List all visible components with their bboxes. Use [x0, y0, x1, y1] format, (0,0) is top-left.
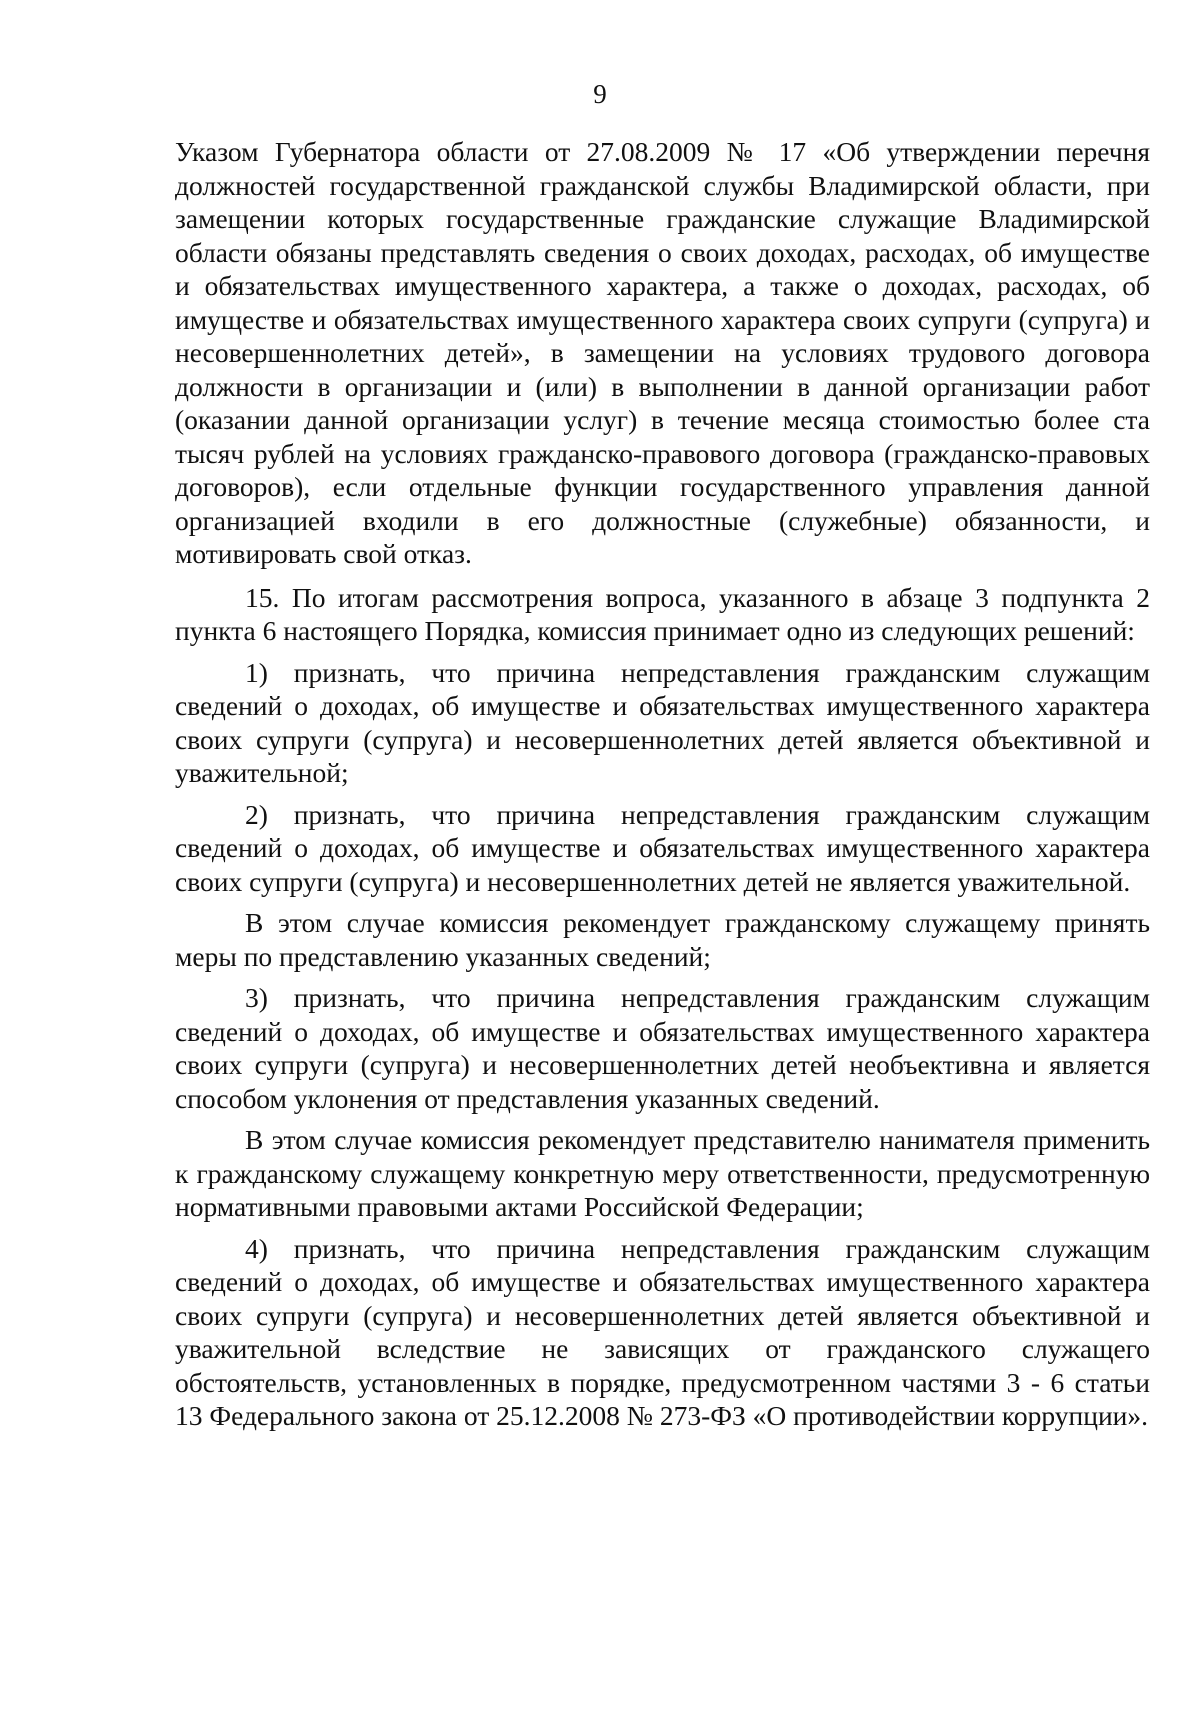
page-number: 9: [593, 79, 607, 109]
paragraph-item-15: 15. По итогам рассмотрения вопроса, указанного в абзаце 3 подпункта 2 пункта 6 настоящего Порядка, комиссия принимает одно из следующих решений:: [175, 581, 1150, 646]
paragraph-decision-2: 2) признать, что причина непредставления гражданским служащим сведений о доходах, об имуществе и обязательствах имущественного характера своих супруги (супруга) и несовершеннолетних детей не является уважительной.: [175, 798, 1150, 897]
paragraph-decree-continuation: Указом Губернатора области от 27.08.2009 № 17 «Об утверждении перечня должностей государственной гражданской службы Владимирской области, при замещении которых государственные гражданские служащие Владимирской области обязаны представлять сведения о своих доходах, расходах, об имуществе и обязательствах имущественного характера, а также о доходах, расходах, об имуществе и обязательствах имущественного характера своих супруги (супруга) и несовершеннолетних детей», в замещении на условиях трудового договора должности в организации и (или) в выполнении в данной организации работ (оказании данной организации услуг) в течение месяца стоимостью более ста тысяч рублей на условиях гражданско-правового договора (гражданско-правовых договоров), если отдельные функции государственного управления данной организацией входили в его должностные (служебные) обязанности, и мотивировать свой отказ.: [175, 136, 1150, 569]
paragraph-decision-3-note: В этом случае комиссия рекомендует представителю нанимателя применить к гражданскому служащему конкретную меру ответственности, предусмотренную нормативными правовыми актами Российской Федерации;: [175, 1124, 1150, 1222]
paragraph-decision-3: 3) признать, что причина непредставления гражданским служащим сведений о доходах, об имуществе и обязательствах имущественного характера своих супруги (супруга) и несовершеннолетних детей необъективна и является способом уклонения от представления указанных сведений.: [175, 982, 1150, 1114]
paragraph-decision-1: 1) признать, что причина непредставления гражданским служащим сведений о доходах, об имуществе и обязательствах имущественного характера своих супруги (супруга) и несовершеннолетних детей является объективной и уважительной;: [175, 656, 1150, 788]
document-body: [175, 135, 1150, 1433]
paragraph-decision-2-note: В этом случае комиссия рекомендует гражданскому служащему принять меры по представлению указанных сведений;: [175, 907, 1150, 972]
paragraph-decision-4: 4) признать, что причина непредставления гражданским служащим сведений о доходах, об имуществе и обязательствах имущественного характера своих супруги (супруга) и несовершеннолетних детей является объективной и уважительной вследствие не зависящих от гражданского служащего обстоятельств, установленных в порядке, предусмотренном частями 3 - 6 статьи 13 Федерального закона от 25.12.2008 № 273-ФЗ «О противодействии коррупции».: [175, 1232, 1150, 1431]
